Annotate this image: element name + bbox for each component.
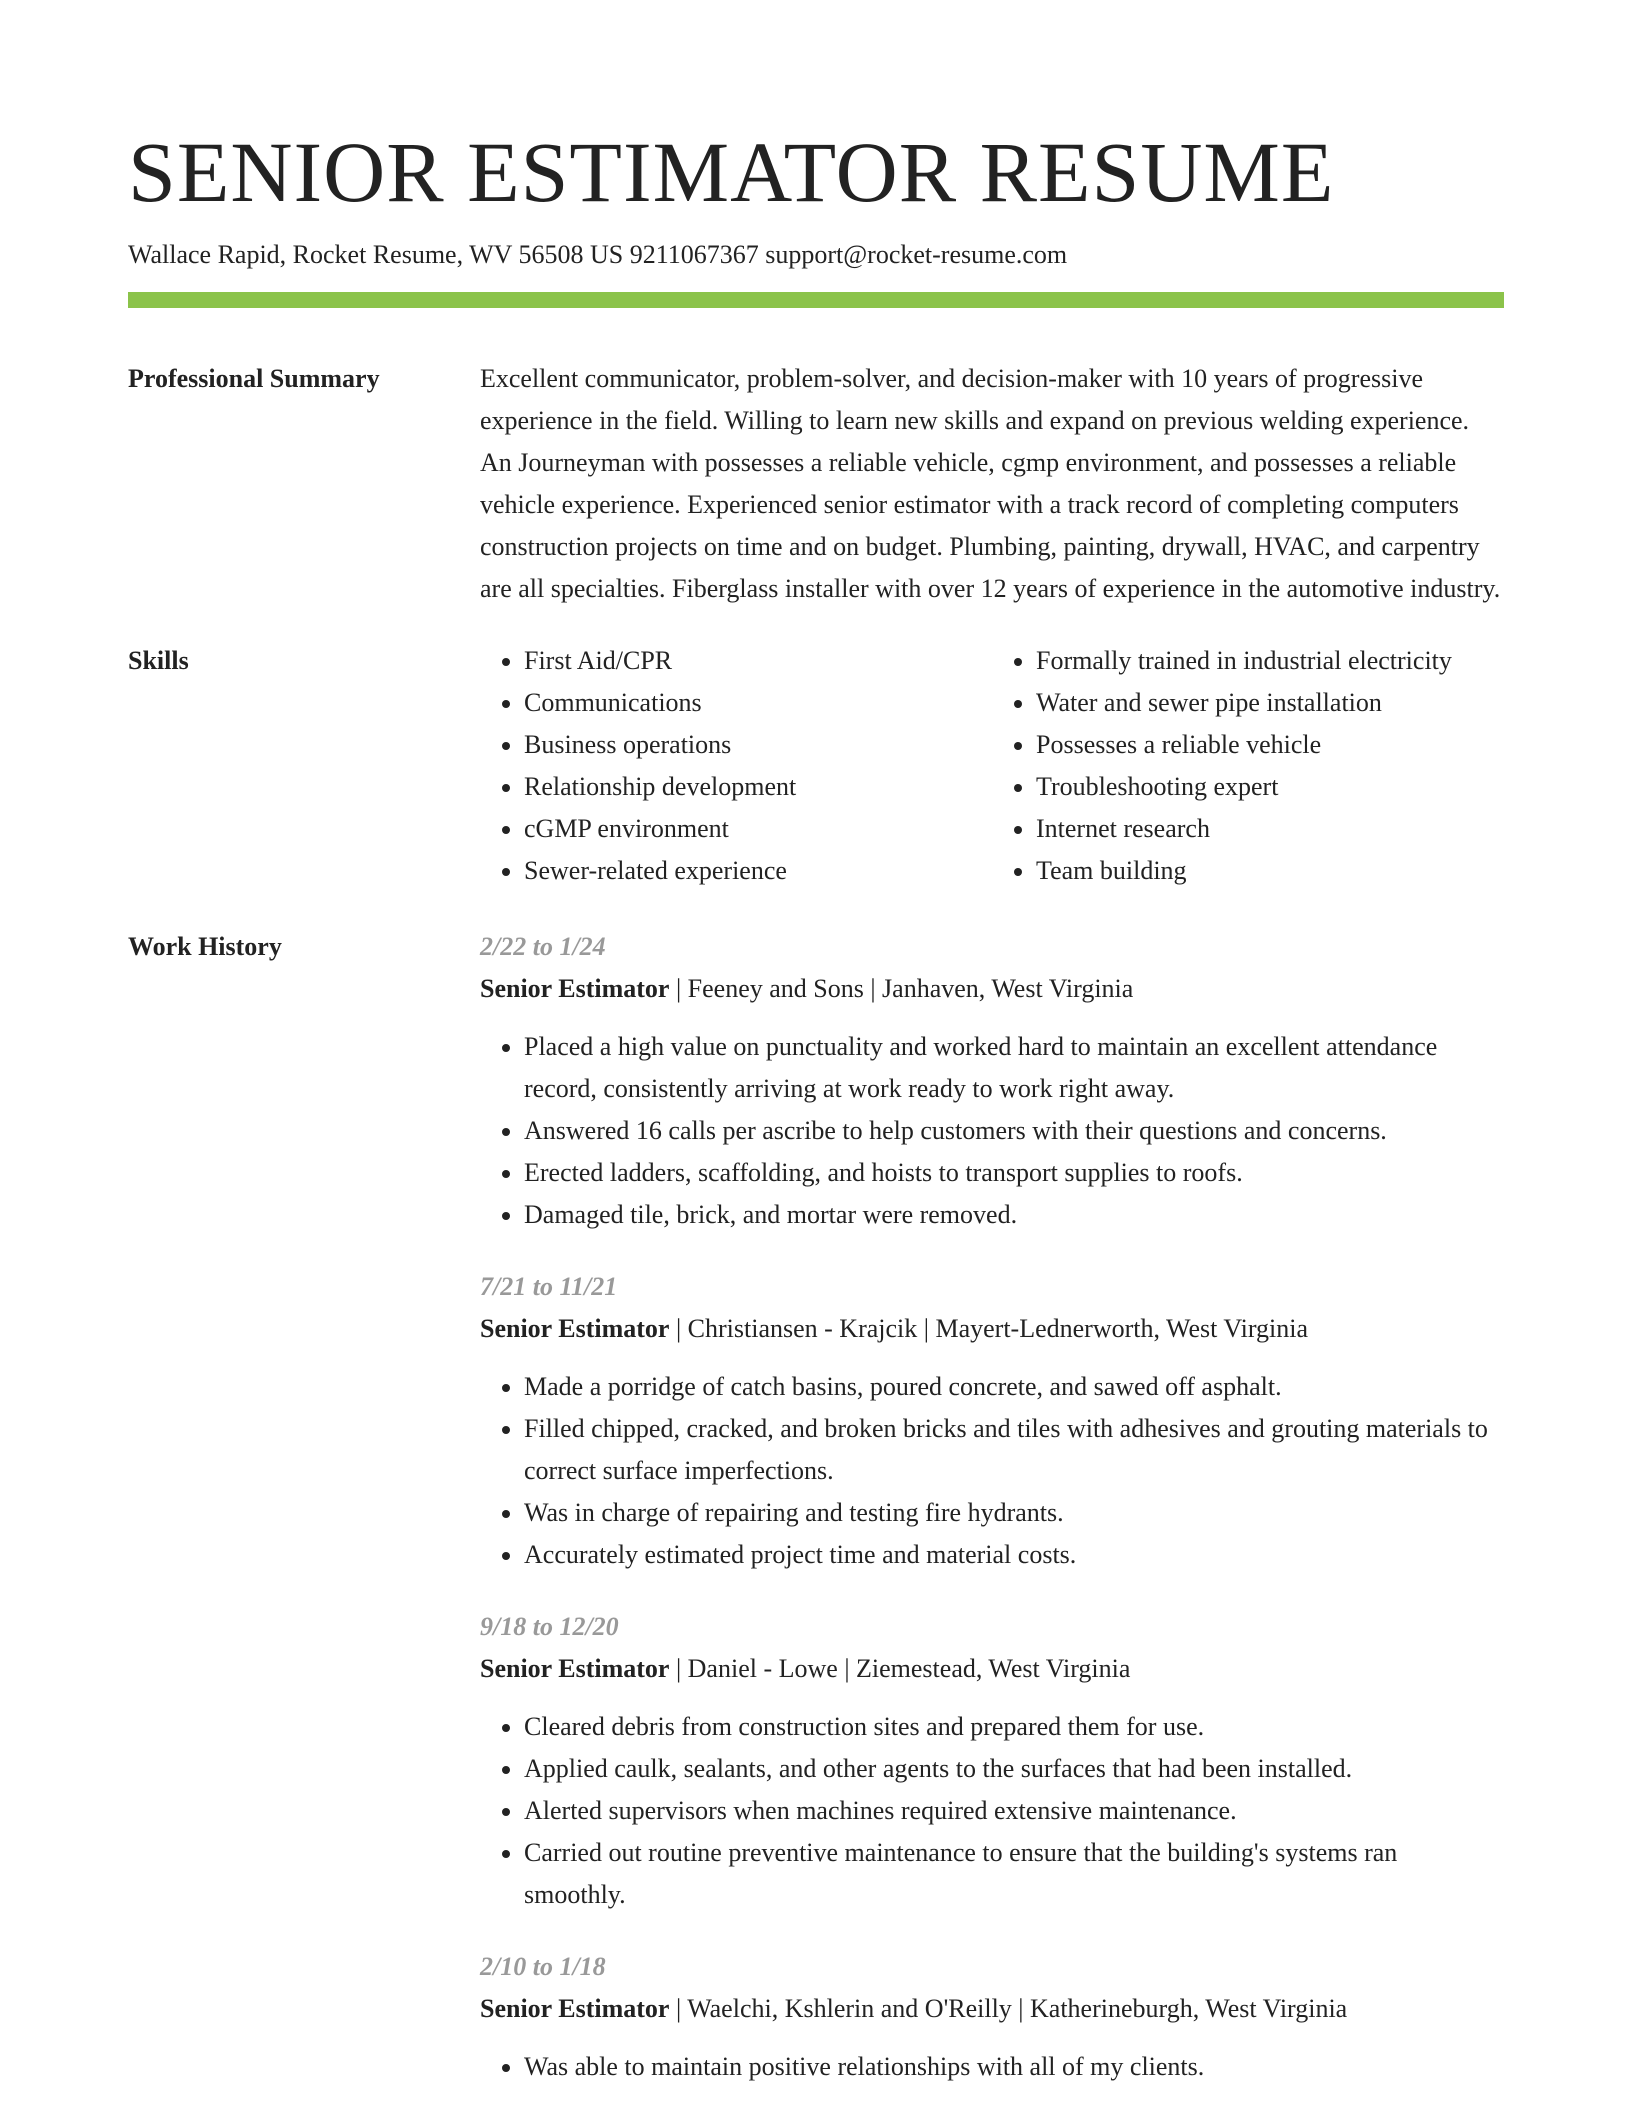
job-title: Senior Estimator — [480, 1314, 670, 1343]
skill-item: • Formally trained in industrial electricity — [1036, 640, 1504, 682]
job-bullet: • Damaged tile, brick, and mortar were removed. — [524, 1194, 1504, 1236]
skills-list-left — [480, 640, 992, 892]
skill-item: • Water and sewer pipe installation — [1036, 682, 1504, 724]
job-dates: 9/18 to 12/20 — [480, 1612, 619, 1641]
job-header — [480, 1648, 1504, 1690]
skills-section — [128, 640, 1504, 892]
job-bullet: • Was able to maintain positive relationships with all of my clients. — [524, 2046, 1504, 2088]
job-details: | Daniel - Lowe | Ziemestead, West Virginia — [669, 1654, 1131, 1683]
job-title: Senior Estimator — [480, 974, 670, 1003]
summary-text: Excellent communicator, problem-solver, and decision-maker with 10 years of progressive experience in the field. Willing to learn new skills and expand on previous welding experience. An Journeyman with possesses a reliable vehicle, cgmp environment, and possesses a reliable vehicle experience. Experienced senior estimator with a track record of completing computers construction projects on time and on budget. Plumbing, painting, drywall, HVAC, and carpentry are all specialties. Fiberglass installer with over 12 years of experience in the automotive industry. — [480, 364, 1501, 603]
job-header — [480, 1308, 1504, 1350]
summary-heading: Professional Summary — [128, 364, 380, 393]
job-bullet: • Carried out routine preventive maintenance to ensure that the building's systems ran smoothly. — [524, 1832, 1504, 1916]
skill-item: • Sewer-related experience — [524, 850, 992, 892]
job-bullet: • Placed a high value on punctuality and worked hard to maintain an excellent attendance record, consistently arriving at work ready to work right away. — [524, 1026, 1504, 1110]
job-details: | Waelchi, Kshlerin and O'Reilly | Katherineburgh, West Virginia — [669, 1994, 1348, 2023]
skill-item: • Possesses a reliable vehicle — [1036, 724, 1504, 766]
job-bullets — [480, 1026, 1504, 1236]
job-entry — [480, 1266, 1504, 1576]
job-bullet: • Answered 16 calls per ascribe to help customers with their questions and concerns. — [524, 1110, 1504, 1152]
skills-heading: Skills — [128, 646, 189, 675]
job-bullets — [480, 2046, 1504, 2088]
work-history-heading: Work History — [128, 932, 282, 961]
job-title: Senior Estimator — [480, 1654, 670, 1683]
contact-info: Wallace Rapid, Rocket Resume, WV 56508 US 9211067367 support@rocket-resume.com — [128, 240, 1068, 269]
skill-item: • Troubleshooting expert — [1036, 766, 1504, 808]
job-details: | Christiansen - Krajcik | Mayert-Lednerworth, West Virginia — [669, 1314, 1309, 1343]
job-bullet: • Filled chipped, cracked, and broken bricks and tiles with adhesives and grouting materials to correct surface imperfections. — [524, 1408, 1504, 1492]
job-entry — [480, 926, 1504, 1236]
job-title: Senior Estimator — [480, 1994, 670, 2023]
skill-item: • Communications — [524, 682, 992, 724]
header-divider — [128, 292, 1504, 308]
page-title: SENIOR ESTIMATOR RESUME — [128, 124, 1335, 220]
skill-item: • cGMP environment — [524, 808, 992, 850]
job-bullets — [480, 1366, 1504, 1576]
job-bullet: • Erected ladders, scaffolding, and hoists to transport supplies to roofs. — [524, 1152, 1504, 1194]
summary-section — [128, 358, 1504, 610]
job-bullet: • Made a porridge of catch basins, poured concrete, and sawed off asphalt. — [524, 1366, 1504, 1408]
job-dates: 2/10 to 1/18 — [480, 1952, 606, 1981]
job-entry — [480, 1946, 1504, 2088]
skill-item: • Business operations — [524, 724, 992, 766]
job-bullet: • Alerted supervisors when machines required extensive maintenance. — [524, 1790, 1504, 1832]
skills-list-right — [992, 640, 1504, 892]
skill-item: • Team building — [1036, 850, 1504, 892]
job-bullets — [480, 1706, 1504, 1916]
skill-item: • Internet research — [1036, 808, 1504, 850]
work-history-section — [128, 926, 1504, 2118]
job-dates: 7/21 to 11/21 — [480, 1272, 618, 1301]
job-bullet: • Applied caulk, sealants, and other agents to the surfaces that had been installed. — [524, 1748, 1504, 1790]
job-entry — [480, 1606, 1504, 1916]
job-bullet: • Cleared debris from construction sites and prepared them for use. — [524, 1706, 1504, 1748]
job-bullet: • Accurately estimated project time and material costs. — [524, 1534, 1504, 1576]
job-details: | Feeney and Sons | Janhaven, West Virginia — [669, 974, 1134, 1003]
skill-item: • First Aid/CPR — [524, 640, 992, 682]
job-bullet: • Was in charge of repairing and testing fire hydrants. — [524, 1492, 1504, 1534]
skill-item: • Relationship development — [524, 766, 992, 808]
job-header — [480, 1988, 1504, 2030]
job-header — [480, 968, 1504, 1010]
job-dates: 2/22 to 1/24 — [480, 932, 606, 961]
